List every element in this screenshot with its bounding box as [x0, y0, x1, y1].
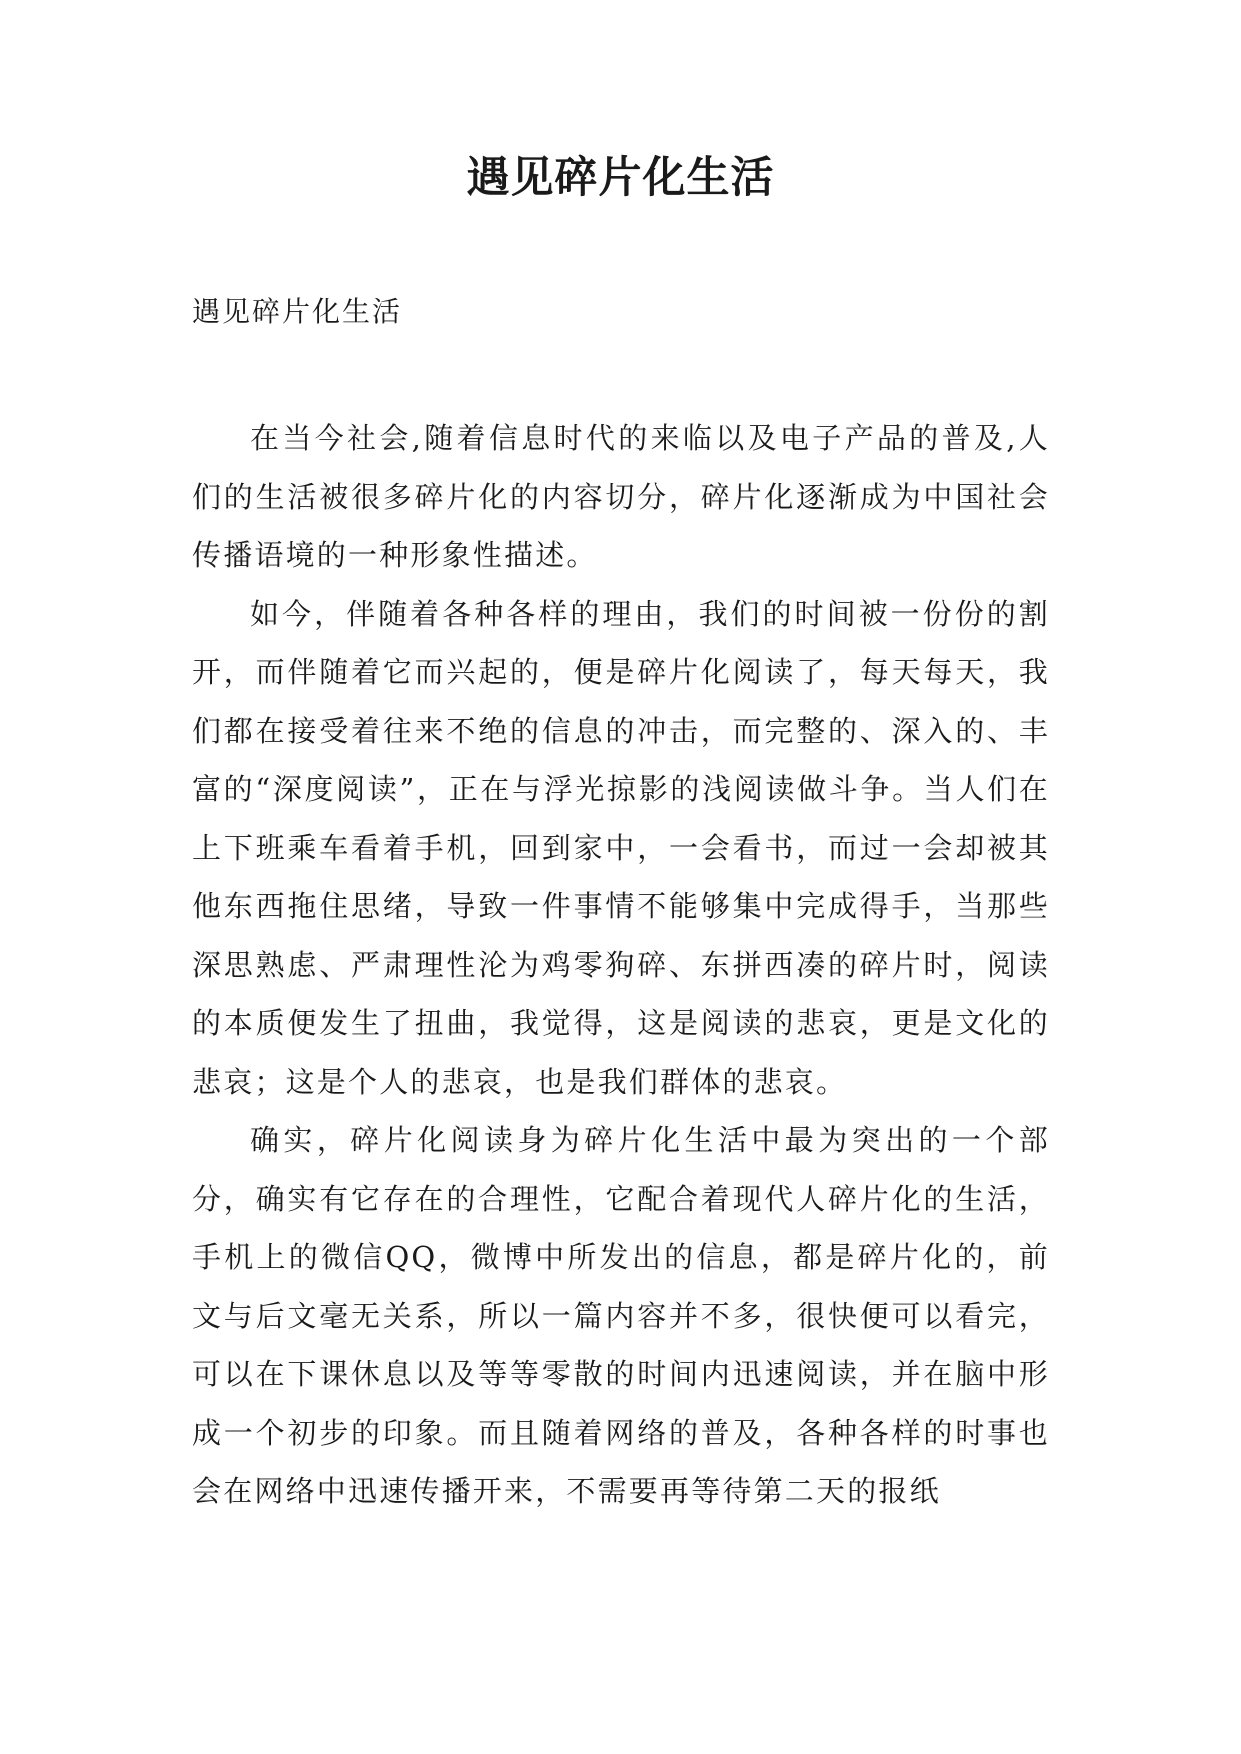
- document-title: 遇见碎片化生活: [466, 153, 775, 203]
- body-paragraph: 如今，伴随着各种各样的理由，我们的时间被一份份的割开，而伴随着它而兴起的，便是碎片化阅读了，每天每天，我们都在接受着往来不绝的信息的冲击，而完整的、深入的、丰富的“深度阅读”，正在与浮光掠影的浅阅读做斗争。当人们在上下班乘车看着手机，回到家中，一会看书，而过一会却被其他东西拖住思绪，导致一件事情不能够集中完成得手，当那些深思熟虑、严肃理性沦为鸡零狗碎、东拼西凑的碎片时，阅读的本质便发生了扭曲，我觉得，这是阅读的悲哀，更是文化的悲哀；这是个人的悲哀，也是我们群体的悲哀。: [192, 596, 1050, 1099]
- body-paragraph: 确实，碎片化阅读身为碎片化生活中最为突出的一个部分，确实有它存在的合理性，它配合着现代人碎片化的生活，手机上的微信QQ，微博中所发出的信息，都是碎片化的，前文与后文毫无关系，所以一篇内容并不多，很快便可以看完，可以在下课休息以及等等零散的时间内迅速阅读，并在脑中形成一个初步的印象。而且随着网络的普及，各种各样的时事也会在网络中迅速传播开来，不需要再等待第二天的报纸: [192, 1123, 1050, 1508]
- document-body: [192, 409, 1050, 1521]
- document-subtitle: 遇见碎片化生活: [192, 295, 403, 328]
- body-paragraph: 在当今社会,随着信息时代的来临以及电子产品的普及,人们的生活被很多碎片化的内容切分，碎片化逐渐成为中国社会传播语境的一种形象性描述。: [192, 421, 1050, 572]
